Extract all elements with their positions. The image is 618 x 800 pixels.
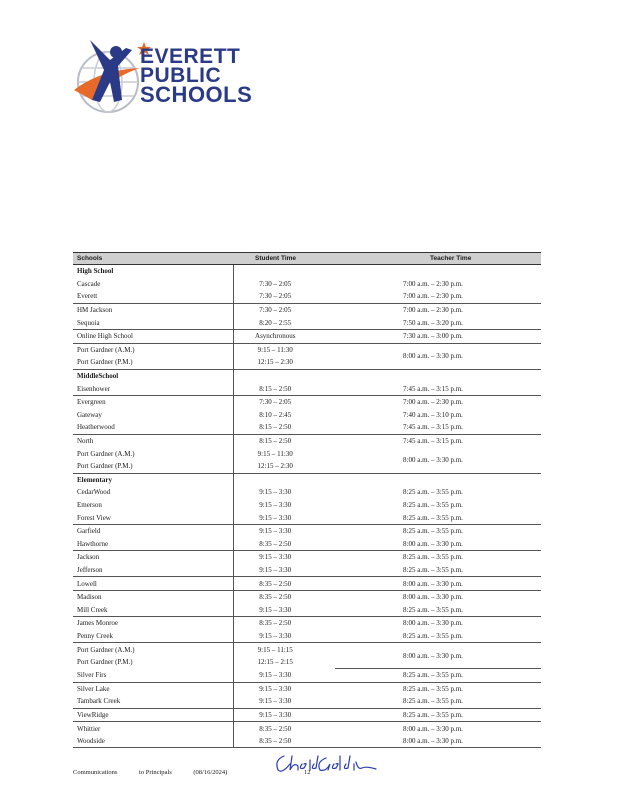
- table-row: [73, 421, 541, 434]
- school-name: Everett: [73, 290, 233, 303]
- teacher-time: 7:00 a.m. – 2:30 p.m.: [403, 398, 463, 407]
- teacher-time: 7:00 a.m. – 2:30 p.m.: [403, 306, 463, 315]
- page-number: 12: [304, 769, 311, 776]
- school-name: Port Gardner (A.M.): [73, 447, 233, 460]
- table-row: [73, 329, 541, 343]
- teacher-time: 8:25 a.m. – 3:55 p.m.: [403, 553, 463, 562]
- student-time: 8:35 – 2:50: [233, 537, 335, 550]
- table-row: [73, 551, 541, 564]
- logo-wordmark: [140, 45, 253, 107]
- student-time: 9:15 – 11:30: [257, 449, 293, 458]
- school-schedule-table: [73, 252, 541, 748]
- student-time: 8:15 – 2:50: [233, 421, 335, 434]
- school-name: James Monroe: [73, 617, 233, 630]
- group-header-row: [73, 369, 541, 382]
- school-name: Tambark Creek: [73, 695, 233, 708]
- student-time: 7:30 – 2:05: [259, 279, 292, 288]
- teacher-time: 8:00 a.m. – 3:30 p.m.: [403, 593, 463, 602]
- table-row: [73, 617, 541, 630]
- school-name: Port Gardner (P.M.): [73, 356, 233, 369]
- teacher-time: 8:00 a.m. – 3:30 p.m.: [335, 643, 541, 669]
- schedule-body: [73, 265, 541, 748]
- school-name: Evergreen: [73, 395, 233, 408]
- teacher-time: 8:00 a.m. – 3:30 p.m.: [335, 577, 541, 591]
- school-name: Gateway: [73, 409, 233, 422]
- school-name: Online High School: [73, 329, 233, 343]
- school-name: Port Gardner (A.M.): [73, 643, 233, 656]
- student-time: 7:30 – 2:05: [259, 398, 292, 407]
- school-name: Whittier: [73, 722, 233, 735]
- signature: [270, 750, 380, 776]
- school-name: Jackson: [73, 551, 233, 564]
- table-row: [73, 343, 541, 356]
- student-time: 8:15 – 2:50: [233, 382, 335, 395]
- table-row: [73, 564, 541, 577]
- logo-line-3: SCHOOLS: [140, 82, 253, 107]
- school-name: Penny Creek: [73, 630, 233, 643]
- footer: [73, 769, 247, 776]
- group-title: Elementary: [73, 473, 233, 486]
- teacher-time: 7:50 a.m. – 3:20 p.m.: [335, 316, 541, 329]
- school-name: Cascade: [73, 278, 233, 291]
- table-row: [73, 278, 541, 291]
- student-time: 9:15 – 3:30: [233, 603, 335, 616]
- group-header-row: [73, 473, 541, 486]
- footer-part: Communications: [73, 769, 118, 776]
- teacher-time: 8:25 a.m. – 3:55 p.m.: [335, 511, 541, 524]
- school-name: HM Jackson: [73, 303, 233, 316]
- student-time: 9:15 – 3:30: [259, 684, 292, 693]
- student-time: 12:15 – 2:30: [233, 356, 335, 369]
- header-student-time: Student Time: [233, 253, 335, 265]
- student-time: 7:30 – 2:05: [233, 290, 335, 303]
- teacher-time: 7:45 a.m. – 3:15 p.m.: [335, 382, 541, 395]
- student-time: 7:30 – 2:05: [259, 306, 292, 315]
- student-time: 12:15 – 2:30: [233, 460, 335, 473]
- student-time: 9:15 – 3:30: [259, 527, 292, 536]
- student-time: 9:15 – 3:30: [233, 668, 335, 682]
- teacher-time: 8:00 a.m. – 3:30 p.m.: [335, 537, 541, 550]
- school-name: Forest View: [73, 511, 233, 524]
- table-row: [73, 409, 541, 422]
- table-row: [73, 486, 541, 499]
- table-row: [73, 537, 541, 550]
- school-name: Jefferson: [73, 564, 233, 577]
- school-name: Eisenhower: [73, 382, 233, 395]
- table-row: [73, 499, 541, 512]
- logo-line-1: EVERETT: [140, 45, 241, 68]
- table-row: [73, 303, 541, 316]
- student-time: Asynchronous: [233, 329, 335, 343]
- student-time: 9:15 – 3:30: [259, 488, 292, 497]
- group-header-row: [73, 265, 541, 278]
- student-time: 9:15 – 3:30: [259, 500, 292, 509]
- table-header-row: [73, 253, 541, 265]
- student-time: 8:35 – 2:50: [233, 577, 335, 591]
- school-name: Port Gardner (P.M.): [73, 460, 233, 473]
- teacher-time: 8:25 a.m. – 3:55 p.m.: [335, 603, 541, 616]
- group-title: High School: [73, 265, 233, 278]
- table-row: [73, 695, 541, 708]
- table-row: [73, 708, 541, 722]
- teacher-time: 8:25 a.m. – 3:55 p.m.: [403, 684, 463, 693]
- table-row: [73, 395, 541, 408]
- teacher-time: 8:25 a.m. – 3:55 p.m.: [335, 564, 541, 577]
- school-name: CedarWood: [73, 486, 233, 499]
- student-time: 9:15 – 11:15: [257, 645, 293, 654]
- school-name: ViewRidge: [73, 708, 233, 722]
- teacher-time: 8:25 a.m. – 3:55 p.m.: [403, 527, 463, 536]
- teacher-time: 8:00 a.m. – 3:30 p.m.: [335, 447, 541, 473]
- teacher-time: 7:40 a.m. – 3:10 p.m.: [403, 410, 463, 419]
- student-time: 8:35 – 2:50: [259, 724, 292, 733]
- table-row: [73, 434, 541, 447]
- table-row: [73, 511, 541, 524]
- teacher-time: 8:25 a.m. – 3:55 p.m.: [403, 488, 463, 497]
- student-time: 8:35 – 2:50: [259, 593, 292, 602]
- table-row: [73, 668, 541, 682]
- table-row: [73, 722, 541, 735]
- school-name: Lowell: [73, 577, 233, 591]
- school-name: Silver Firs: [73, 668, 233, 682]
- school-name: Heatherwood: [73, 421, 233, 434]
- header-schools: Schools: [73, 253, 233, 265]
- teacher-time: 8:00 a.m. – 3:30 p.m.: [335, 735, 541, 748]
- teacher-time: 8:00 a.m. – 3:30 p.m.: [335, 343, 541, 369]
- table-row: [73, 682, 541, 695]
- footer-part: (08/16/2024): [193, 769, 228, 776]
- school-name: Hawthorne: [73, 537, 233, 550]
- student-time: 8:35 – 2:50: [233, 735, 335, 748]
- table-row: [73, 316, 541, 329]
- table-row: [73, 524, 541, 537]
- school-name: Sequoia: [73, 316, 233, 329]
- teacher-time: 7:00 a.m. – 2:30 p.m.: [335, 290, 541, 303]
- school-name: Emerson: [73, 499, 233, 512]
- school-name: Port Gardner (P.M.): [73, 656, 233, 669]
- teacher-time: 8:25 a.m. – 3:55 p.m.: [335, 630, 541, 643]
- teacher-time: 7:45 a.m. – 3:15 p.m.: [403, 437, 463, 446]
- school-name: Garfield: [73, 524, 233, 537]
- table-row: [73, 577, 541, 591]
- footer-part: to Principals: [139, 769, 172, 776]
- student-time: 9:15 – 3:30: [259, 553, 292, 562]
- student-time: 8:35 – 2:50: [259, 619, 292, 628]
- table-row: [73, 643, 541, 656]
- teacher-time: 8:25 a.m. – 3:55 p.m.: [403, 500, 463, 509]
- teacher-time: 7:30 a.m. – 3:00 p.m.: [335, 329, 541, 343]
- school-name: North: [73, 434, 233, 447]
- student-time: 9:15 – 3:30: [233, 511, 335, 524]
- teacher-time: 8:25 a.m. – 3:55 p.m.: [335, 668, 541, 682]
- school-name: Port Gardner (A.M.): [73, 343, 233, 356]
- table-row: [73, 382, 541, 395]
- student-time: 9:15 – 3:30: [233, 695, 335, 708]
- table-row: [73, 735, 541, 748]
- school-name: Mill Creek: [73, 603, 233, 616]
- table-row: [73, 447, 541, 460]
- teacher-time: 8:25 a.m. – 3:55 p.m.: [335, 695, 541, 708]
- group-title: MiddleSchool: [73, 369, 233, 382]
- student-time: 9:15 – 3:30: [233, 564, 335, 577]
- student-time: 9:15 – 3:30: [233, 630, 335, 643]
- teacher-time: 7:45 a.m. – 3:15 p.m.: [335, 421, 541, 434]
- student-time: 8:10 – 2:45: [259, 410, 292, 419]
- teacher-time: 7:00 a.m. – 2:30 p.m.: [403, 279, 463, 288]
- table-row: [73, 630, 541, 643]
- teacher-time: 8:00 a.m. – 3:30 p.m.: [403, 619, 463, 628]
- header-teacher-time: Teacher Time: [335, 253, 541, 265]
- logo-line-2: PUBLIC: [140, 64, 222, 87]
- table-row: [73, 290, 541, 303]
- table-row: [73, 603, 541, 616]
- school-name: Silver Lake: [73, 682, 233, 695]
- table-row: [73, 590, 541, 603]
- school-name: Madison: [73, 590, 233, 603]
- student-time: 9:15 – 3:30: [233, 708, 335, 722]
- student-time: 12:15 – 2:15: [257, 658, 293, 667]
- student-time: 8:15 – 2:50: [259, 437, 292, 446]
- teacher-time: 8:25 a.m. – 3:55 p.m.: [335, 708, 541, 722]
- student-time: 9:15 – 11:30: [257, 345, 293, 354]
- teacher-time: 8:00 a.m. – 3:30 p.m.: [403, 724, 463, 733]
- student-time: 8:20 – 2:55: [233, 316, 335, 329]
- school-name: Woodside: [73, 735, 233, 748]
